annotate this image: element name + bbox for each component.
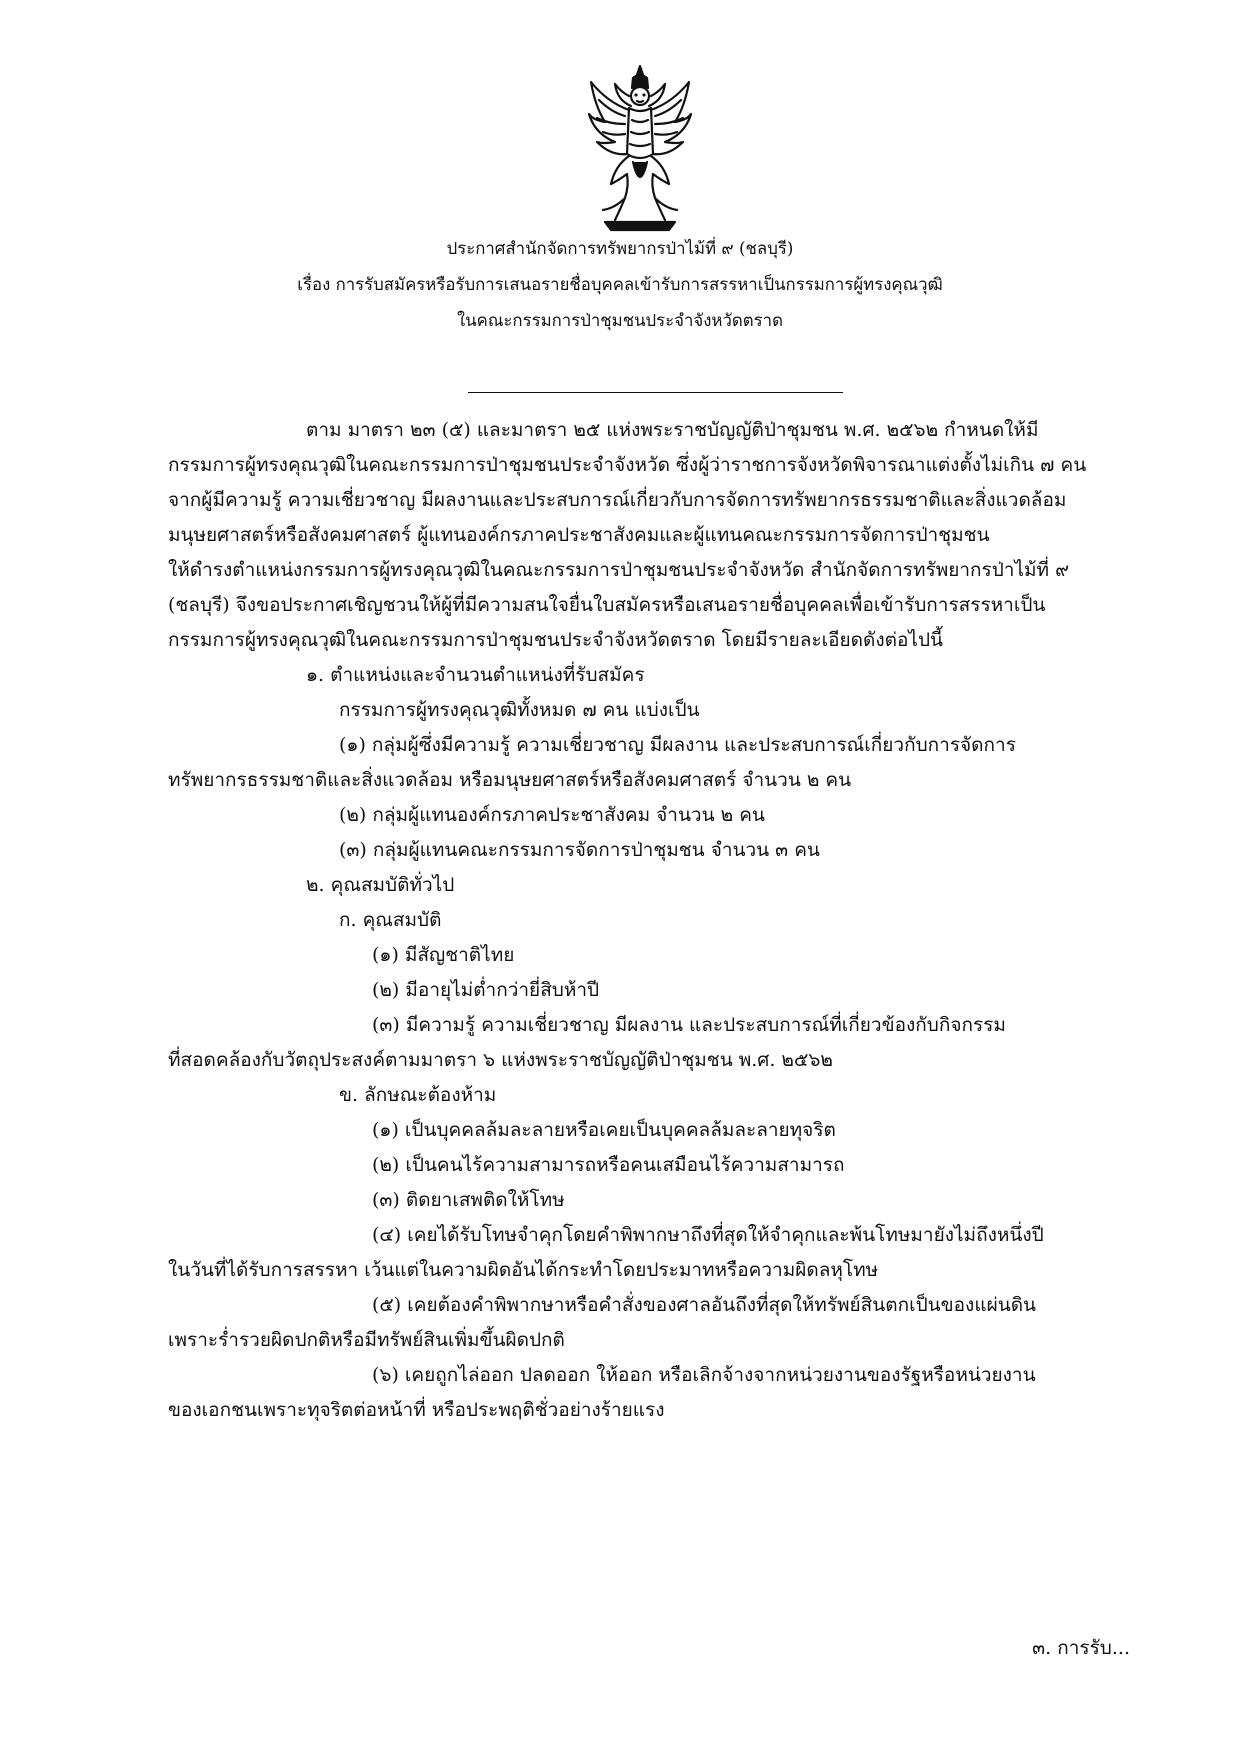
intro-line-5: ให้ดำรงตำแหน่งกรรมการผู้ทรงคุณวุฒิในคณะกรรมการป่าชุมชนประจำจังหวัด สำนักจัดการทรัพยากรป่าไม้ที่ ๙: [168, 559, 1070, 581]
section2-b4-line1: (๔) เคยได้รับโทษจำคุกโดยคำพิพากษาถึงที่สุดให้จำคุกและพ้นโทษมายังไม่ถึงหนึ่งปี: [372, 1224, 1044, 1246]
intro-line-7: กรรมการผู้ทรงคุณวุฒิในคณะกรรมการป่าชุมชนประจำจังหวัดตราด โดยมีรายละเอียดดังต่อไปนี้: [168, 629, 943, 651]
section1-summary: กรรมการผู้ทรงคุณวุฒิทั้งหมด ๗ คน แบ่งเป็น: [339, 699, 700, 721]
section1-item2: (๒) กลุ่มผู้แทนองค์กรภาคประชาสังคม จำนวน ๒ คน: [339, 804, 765, 826]
section1-heading: ๑. ตำแหน่งและจำนวนตำแหน่งที่รับสมัคร: [306, 664, 645, 686]
announcement-title: ประกาศสำนักจัดการทรัพยากรป่าไม้ที่ ๙ (ชลบุรี): [446, 238, 794, 258]
section2-b6-line1: (๖) เคยถูกไล่ออก ปลดออก ให้ออก หรือเลิกจ้างจากหน่วยงานของรัฐหรือหน่วยงาน: [372, 1364, 1036, 1386]
section2-b1: (๑) เป็นบุคคลล้มละลายหรือเคยเป็นบุคคลล้มละลายทุจริต: [372, 1119, 836, 1141]
intro-line-1: ตาม มาตรา ๒๓ (๕) และมาตรา ๒๕ แห่งพระราชบัญญัติป่าชุมชน พ.ศ. ๒๕๖๒ กำหนดให้มี: [306, 419, 1039, 441]
section1-item3: (๓) กลุ่มผู้แทนคณะกรรมการจัดการป่าชุมชน จำนวน ๓ คน: [339, 839, 820, 861]
title-divider: [468, 392, 843, 393]
section1-item1-line1: (๑) กลุ่มผู้ซึ่งมีความรู้ ความเชี่ยวชาญ มีผลงาน และประสบการณ์เกี่ยวกับการจัดการ: [339, 734, 1016, 756]
section2-a3-line2: ที่สอดคล้องกับวัตถุประสงค์ตามมาตรา ๖ แห่งพระราชบัญญัติป่าชุมชน พ.ศ. ๒๕๖๒: [168, 1049, 833, 1071]
section2-a3-line1: (๓) มีความรู้ ความเชี่ยวชาญ มีผลงาน และประสบการณ์ที่เกี่ยวข้องกับกิจกรรม: [372, 1014, 1006, 1036]
section2-b4-line2: ในวันที่ได้รับการสรรหา เว้นแต่ในความผิดอันได้กระทำโดยประมาทหรือความผิดลหุโทษ: [168, 1259, 879, 1281]
announcement-subject: เรื่อง การรับสมัครหรือรับการเสนอรายชื่อบุคคลเข้ารับการสรรหาเป็นกรรมการผู้ทรงคุณวุฒิ: [297, 274, 943, 294]
section1-item1-line2: ทรัพยากรธรรมชาติและสิ่งแวดล้อม หรือมนุษยศาสตร์หรือสังคมศาสตร์ จำนวน ๒ คน: [168, 769, 852, 791]
section2-b5-line1: (๕) เคยต้องคำพิพากษาหรือคำสั่งของศาลอันถึงที่สุดให้ทรัพย์สินตกเป็นของแผ่นดิน: [372, 1294, 1037, 1316]
announcement-subject-cont: ในคณะกรรมการป่าชุมชนประจำจังหวัดตราด: [457, 310, 783, 330]
garuda-emblem-icon: [585, 62, 695, 234]
section2-a1: (๑) มีสัญชาติไทย: [372, 944, 515, 966]
section2-a2: (๒) มีอายุไม่ต่ำกว่ายี่สิบห้าปี: [372, 979, 600, 1001]
intro-line-3: จากผู้มีความรู้ ความเชี่ยวชาญ มีผลงานและประสบการณ์เกี่ยวกับการจัดการทรัพยากรธรรมชาติและสิ่งแวดล้อม: [168, 489, 1067, 511]
section2-b3: (๓) ติดยาเสพติดให้โทษ: [372, 1189, 565, 1211]
section2-b6-line2: ของเอกชนเพราะทุจริตต่อหน้าที่ หรือประพฤติชั่วอย่างร้ายแรง: [168, 1399, 665, 1421]
intro-line-6: (ชลบุรี) จึงขอประกาศเชิญชวนให้ผู้ที่มีความสนใจยื่นใบสมัครหรือเสนอรายชื่อบุคคลเพื่อเข้ารับการสรรหาเป็น: [168, 594, 1046, 616]
continuation-marker: ๓. การรับ...: [1032, 1637, 1130, 1659]
section2-b5-line2: เพราะร่ำรวยผิดปกติหรือมีทรัพย์สินเพิ่มขึ้นผิดปกติ: [168, 1329, 565, 1351]
section2-b2: (๒) เป็นคนไร้ความสามารถหรือคนเสมือนไร้ความสามารถ: [372, 1154, 845, 1176]
section2-heading: ๒. คุณสมบัติทั่วไป: [306, 874, 455, 896]
intro-line-4: มนุษยศาสตร์หรือสังคมศาสตร์ ผู้แทนองค์กรภาคประชาสังคมและผู้แทนคณะกรรมการจัดการป่าชุมชน: [168, 524, 990, 546]
section2-sub-a: ก. คุณสมบัติ: [339, 909, 442, 931]
section2-sub-b: ข. ลักษณะต้องห้าม: [339, 1084, 497, 1106]
intro-line-2: กรรมการผู้ทรงคุณวุฒิในคณะกรรมการป่าชุมชนประจำจังหวัด ซึ่งผู้ว่าราชการจังหวัดพิจารณาแต่งตั้งไม่เกิน ๗ คน: [168, 454, 1087, 476]
